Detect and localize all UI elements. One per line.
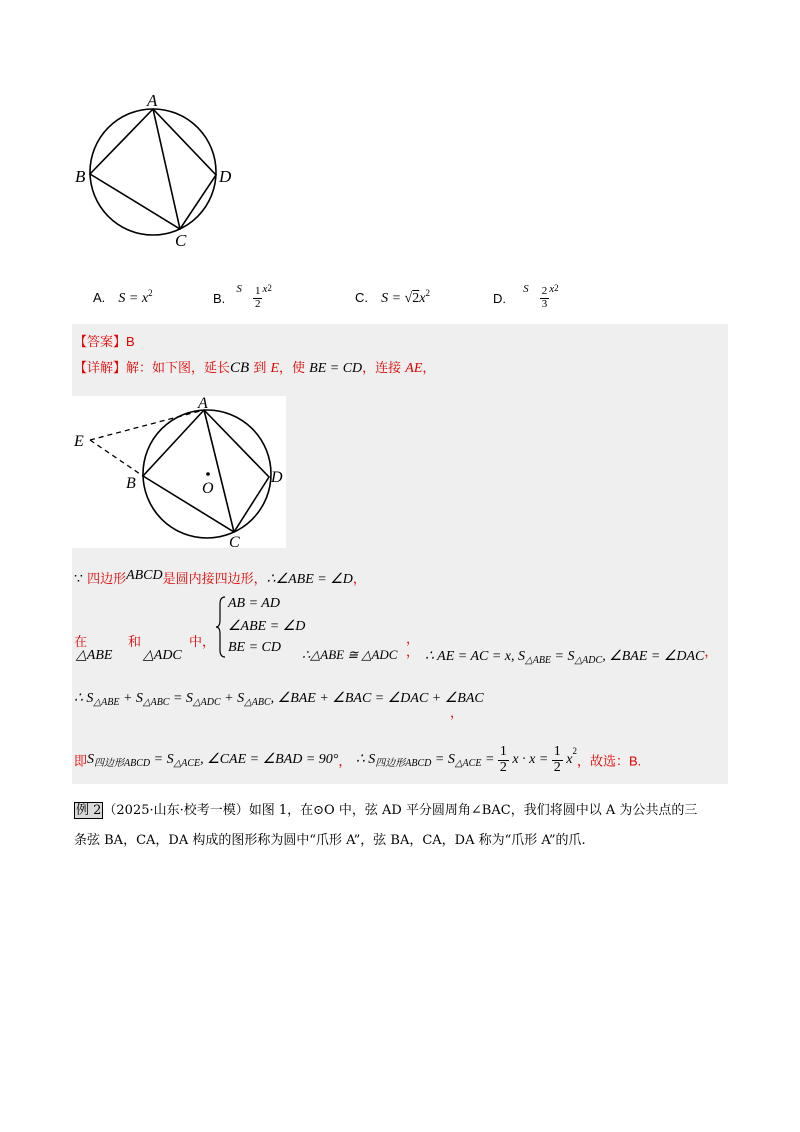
label-b: B — [126, 475, 136, 492]
option-b-s: S — [236, 283, 242, 295]
proof-line-1-a: 四边形 — [87, 571, 127, 586]
detail-make: ，使 — [279, 361, 310, 376]
answer-label: 【答案】B — [74, 334, 135, 349]
sqrt-symbol: √ — [404, 291, 413, 306]
proof-line-1-abcd: ABCD — [126, 568, 163, 583]
option-d-power: 2 — [554, 283, 559, 293]
label-a: A — [147, 92, 158, 110]
dashed-ea — [90, 410, 204, 440]
conclusion-line: ∴ AE = AC = x, $S_{\triangle ABE} = S_{\triangle ADC}$, ∠BAE = ∠DAC， — [425, 644, 718, 666]
option-b[interactable] — [213, 283, 272, 311]
figure-1 — [75, 92, 245, 252]
detail-connect: ，连接 — [362, 361, 406, 376]
proof-line-1-d: ， — [352, 571, 366, 586]
congruent-comma: ， — [406, 644, 420, 659]
detail-be-cd: BE = CD — [309, 361, 363, 376]
system-eq-2: ∠ABE = ∠D — [228, 619, 306, 634]
option-d-fraction: $\frac{2}{3}$ — [541, 285, 548, 310]
detail-ae: AE — [405, 361, 423, 376]
example-2-tag: 例 2 — [76, 803, 102, 818]
option-c-radicand: 2 — [412, 291, 420, 306]
example-2-line-1 — [74, 796, 734, 826]
triangle-adc: △ADC — [143, 648, 182, 663]
option-c-power: 2 — [425, 288, 430, 298]
options-row — [93, 283, 713, 313]
figure-2 — [72, 396, 286, 548]
zhong: 中， — [189, 634, 216, 649]
detail-seg-cb: CB — [230, 360, 250, 376]
example-2-line-2: 条弦 BA，CA，DA 构成的图形称为圆中“爪形 A”，弦 BA，CA，DA 称为“爪形 A”的爪. — [74, 833, 586, 848]
proof-line-1-c: ∴∠ABE = ∠D — [266, 572, 353, 587]
sum-line: ∴ $S_{\triangle ABE} + S_{\triangle ABC} = S_{\triangle ADC} + S_{\triangle ABC}$, ∠BAE + ∠BAC = ∠DAC + ∠BAC — [74, 691, 484, 708]
option-c[interactable] — [355, 287, 430, 307]
option-c-var: x — [419, 291, 426, 306]
diagonal-ac — [204, 410, 234, 532]
example-2-text-1: （2025·山东·校考一模）如图 1，在⊙O 中，弦 AD 平分圆周角∠BAC，我们将圆中以 A 为公共点的三 — [103, 803, 698, 818]
option-b-var: x — [262, 283, 268, 295]
detail-tail: ， — [422, 361, 436, 376]
sum-comma: ， — [450, 705, 464, 720]
option-a-expr: S = x — [118, 291, 149, 306]
system-eq-3: BE = CD — [228, 640, 281, 655]
triangle-abe: △ABE — [76, 648, 113, 663]
label-c: C — [175, 231, 187, 250]
option-b-letter: B. — [213, 291, 226, 306]
option-a-power: 2 — [148, 288, 153, 298]
detail-line — [74, 357, 435, 377]
he: 和 — [128, 634, 142, 649]
final-line: 即$S_{四边形ABCD} = S_{\triangle ACE}$, ∠CAE = ∠BAD = 90°， ∴ $S_{四边形ABCD} = S_{\triangle ACE}$ = $\frac{1}{2}$ x · x = $\frac{1}{2}$ $x^2$，故选：B. — [74, 744, 642, 775]
solution-block — [72, 324, 728, 784]
center-point — [206, 472, 210, 476]
option-a-letter: A. — [93, 290, 106, 305]
label-e: E — [74, 433, 84, 450]
option-d-letter: D. — [493, 291, 506, 306]
label-b: B — [75, 167, 86, 186]
option-d[interactable] — [493, 283, 559, 311]
system-brace — [216, 596, 224, 658]
zai: 在 — [74, 634, 88, 649]
proof-line-1-b: 是圆内接四边形， — [162, 571, 267, 586]
label-o: O — [202, 480, 214, 497]
detail-label: 【详解】解：如下图，延长 — [74, 360, 231, 375]
label-c: C — [229, 534, 240, 548]
option-d-var: x — [549, 283, 555, 295]
detail-to: 到 — [249, 361, 271, 376]
option-c-s: S = — [381, 291, 405, 306]
label-d: D — [271, 469, 283, 486]
label-a: A — [198, 396, 208, 412]
option-a[interactable] — [93, 287, 153, 307]
option-b-power: 2 — [267, 283, 272, 293]
option-c-letter: C. — [355, 290, 368, 305]
system-eq-1: AB = AD — [228, 596, 280, 611]
circle — [90, 109, 216, 235]
congruent-statement: ∴△ABE ≅ △ADC — [302, 647, 398, 662]
option-b-fraction: $\frac{1}{2}$ — [254, 285, 261, 310]
option-d-s: S — [523, 283, 529, 295]
diagonal-ac — [153, 109, 180, 229]
ji: 即 — [74, 753, 88, 769]
detail-pt-e: E — [270, 361, 280, 376]
dashed-eb — [90, 440, 143, 476]
proof-line-1 — [74, 568, 366, 588]
example-2 — [74, 796, 734, 856]
because-symbol: ∵ — [74, 572, 83, 587]
system-comma: ， — [406, 631, 420, 646]
label-d: D — [219, 167, 232, 186]
